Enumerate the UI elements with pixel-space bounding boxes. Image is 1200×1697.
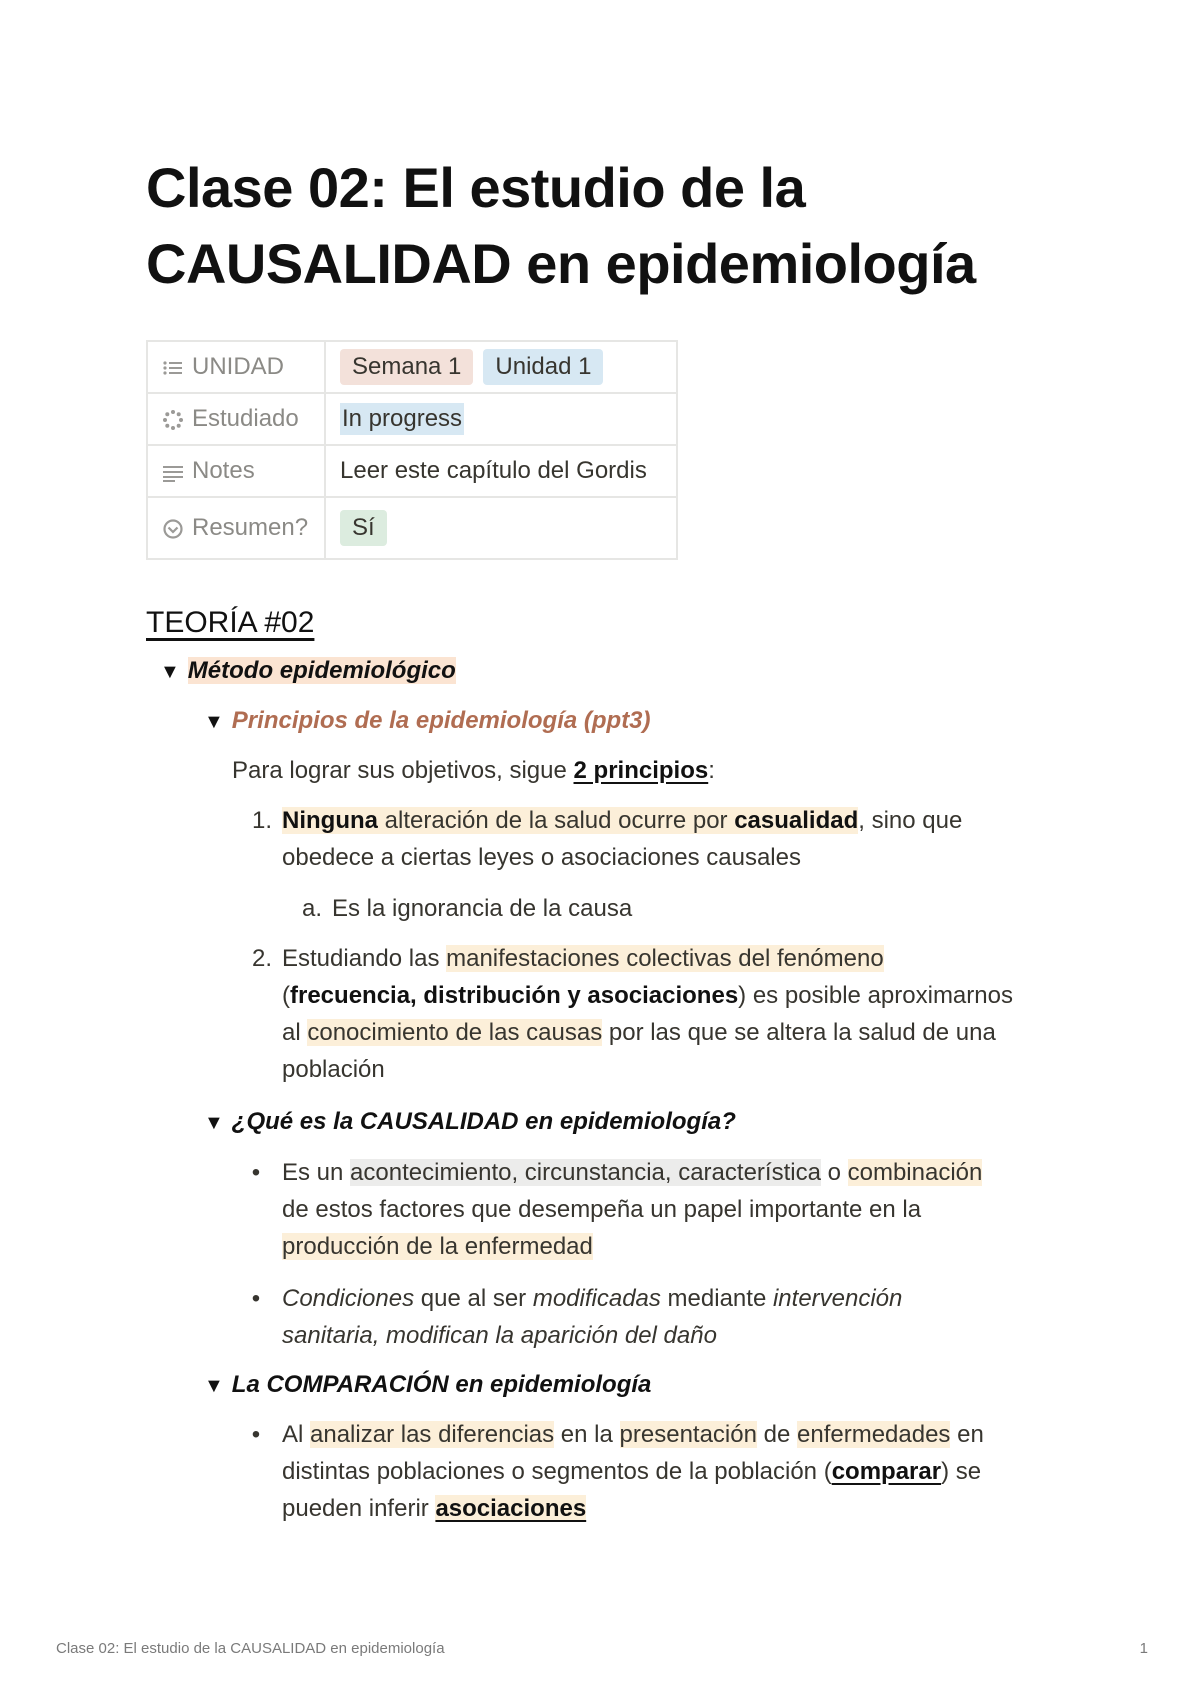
title-line-2: CAUSALIDAD en epidemiología xyxy=(146,232,976,295)
property-key: Notes xyxy=(147,445,325,497)
tag-unidad[interactable]: Unidad 1 xyxy=(483,349,603,385)
list-item: • Condiciones que al ser modificadas mediante intervención sanitaria, modifican la aparición del daño xyxy=(246,1280,1046,1354)
property-value[interactable] xyxy=(325,497,677,559)
property-row-resumen xyxy=(147,497,677,559)
toggle-triangle-icon[interactable]: ▼ xyxy=(204,711,224,733)
list-icon xyxy=(162,357,184,379)
list-item: 1. Ninguna alteración de la salud ocurre por casualidad, sino que obedece a ciertas leyes o asociaciones causales xyxy=(251,807,963,871)
property-row-estudiado xyxy=(147,393,677,445)
property-key: UNIDAD xyxy=(147,341,325,393)
list-item: 2. Estudiando las manifestaciones colectivas del fenómeno (frecuencia, distribución y asociaciones) es posible aproximarnos al conocimiento de las causas por las que se altera la salud de una población xyxy=(251,945,1013,1083)
toggle-principios[interactable]: ▼ Principios de la epidemiología (ppt3) xyxy=(204,702,651,741)
footer-title: Clase 02: El estudio de la CAUSALIDAD en epidemiología xyxy=(56,1640,445,1657)
section-heading: TEORÍA #02 xyxy=(146,606,315,639)
status-badge[interactable]: In progress xyxy=(340,403,464,435)
page-number: 1 xyxy=(1139,1640,1148,1657)
property-value[interactable]: Leer este capítulo del Gordis xyxy=(325,445,677,497)
toggle-causalidad[interactable]: ▼ ¿Qué es la CAUSALIDAD en epidemiología? xyxy=(204,1103,736,1142)
toggle-comparacion[interactable]: ▼ La COMPARACIÓN en epidemiología xyxy=(204,1366,651,1405)
property-row-notes xyxy=(147,445,677,497)
property-row-unidad xyxy=(147,341,677,393)
bullet-icon: • xyxy=(251,1159,261,1186)
toggle-triangle-icon[interactable]: ▼ xyxy=(204,1112,224,1134)
toggle-metodo[interactable]: ▼ Método epidemiológico xyxy=(160,652,456,691)
text-lines-icon xyxy=(162,461,184,483)
principios-intro: Para lograr sus objetivos, sigue 2 principios: xyxy=(232,757,715,784)
tag-si[interactable]: Sí xyxy=(340,510,387,546)
page-footer xyxy=(56,1640,1148,1657)
list-item: • Al analizar las diferencias en la presentación de enfermedades en distintas poblaciones o segmentos de la población (comparar) se pueden inferir asociaciones xyxy=(246,1416,1066,1527)
spinner-icon xyxy=(162,409,184,431)
bullet-icon: • xyxy=(251,1421,261,1448)
list-item: • Es un acontecimiento, circunstancia, característica o combinación de estos factores que desempeña un papel importante en la producción de la enfermedad xyxy=(246,1154,1046,1265)
property-key: Resumen? xyxy=(147,497,325,559)
property-key: Estudiado xyxy=(147,393,325,445)
bullet-icon: • xyxy=(251,1285,261,1312)
toggle-triangle-icon[interactable]: ▼ xyxy=(204,1375,224,1397)
title-line-1: Clase 02: El estudio de la xyxy=(146,156,806,219)
property-value[interactable] xyxy=(325,341,677,393)
toggle-triangle-icon[interactable]: ▼ xyxy=(160,661,180,683)
list-item: a. Es la ignorancia de la causa xyxy=(301,895,633,922)
tag-semana[interactable]: Semana 1 xyxy=(340,349,473,385)
page-title xyxy=(146,150,1066,302)
properties-table xyxy=(146,340,678,560)
property-value[interactable] xyxy=(325,393,677,445)
checkbox-circle-icon xyxy=(162,518,184,540)
